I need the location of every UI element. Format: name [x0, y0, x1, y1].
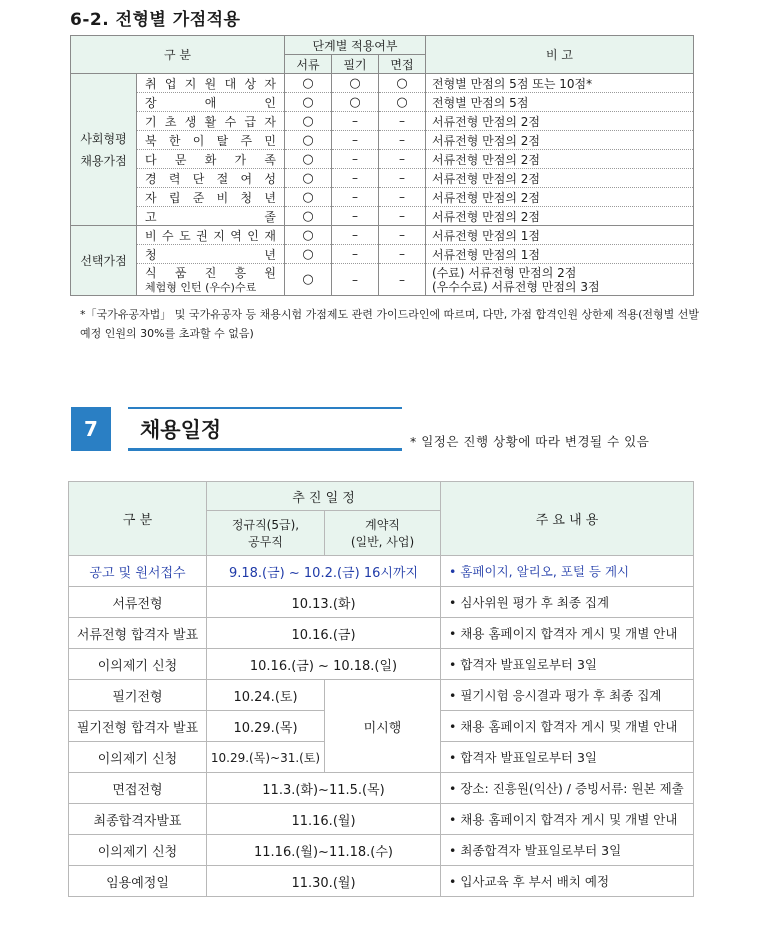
title-rule-top: [128, 407, 402, 409]
schedule-stage: 서류전형 합격자 발표: [69, 618, 207, 649]
contract-not-applicable: 미시행: [325, 680, 441, 773]
remark-text: 서류전형 만점의 2점: [432, 133, 541, 148]
stage-mark: –: [379, 131, 426, 150]
table-row: [71, 245, 694, 264]
remark-text: 전형별 만점의 5점 또는 10점*: [432, 76, 593, 91]
stage-mark: ○: [285, 74, 332, 93]
header-remarks: 비 고: [426, 36, 694, 74]
schedule-date: 10.24.(토): [207, 680, 325, 711]
table-row: [69, 618, 694, 649]
stage-mark: –: [332, 112, 379, 131]
remark-cell: [426, 207, 694, 226]
schedule-date: 10.13.(화): [207, 587, 441, 618]
remark-cell: [426, 188, 694, 207]
table-row: [69, 773, 694, 804]
schedule-stage: 이의제기 신청: [69, 649, 207, 680]
applicant-type-label: 식 품 진 흥 원: [145, 266, 276, 280]
remark-text: 서류전형 만점의 2점: [432, 114, 541, 129]
schedule-description: • 채용 홈페이지 합격자 게시 및 개별 안내: [441, 804, 694, 835]
remark-text: 서류전형 만점의 2점: [432, 190, 541, 205]
remark-text: (수료) 서류전형 만점의 2점: [432, 265, 577, 280]
remark-cell: [426, 150, 694, 169]
applicant-type: [137, 245, 285, 264]
schedule-description: • 입사교육 후 부서 배치 예정: [441, 866, 694, 897]
schedule-description: • 장소: 진흥원(익산) / 증빙서류: 원본 제출: [441, 773, 694, 804]
schedule-stage: 서류전형: [69, 587, 207, 618]
schedule-stage: 필기전형 합격자 발표: [69, 711, 207, 742]
footnote: *「국가유공자법」 및 국가유공자 등 채용시험 가점제도 관련 가이드라인에 따르며, 다만, 가점 합격인원 상한제 적용(전형별 선발예정 인원의 30%를 초과할 수 없음): [80, 308, 700, 340]
table-row: [71, 226, 694, 245]
applicant-type-label: 다 문 화 가 족: [145, 152, 276, 167]
applicant-type: [137, 169, 285, 188]
stage-mark: –: [332, 150, 379, 169]
table-row: [69, 804, 694, 835]
stage-mark: ○: [285, 207, 332, 226]
schedule-stage: 최종합격자발표: [69, 804, 207, 835]
header-content: 주 요 내 용: [441, 482, 694, 556]
stage-mark: –: [379, 169, 426, 188]
table-row: [69, 866, 694, 897]
table-row: [69, 680, 694, 711]
stage-mark: –: [379, 150, 426, 169]
section-number-badge: 7: [71, 407, 111, 451]
stage-mark: ○: [332, 93, 379, 112]
applicant-type-label: 청 년: [145, 247, 276, 262]
applicant-type-label: 경 력 단 절 여 성: [145, 171, 276, 186]
stage-mark: –: [332, 245, 379, 264]
schedule-date: 10.16.(금) ~ 10.18.(일): [207, 649, 441, 680]
stage-mark: –: [379, 112, 426, 131]
header-stage-doc: 서류: [285, 55, 332, 74]
applicant-type: [137, 207, 285, 226]
remark-cell: [426, 112, 694, 131]
schedule-date: 10.29.(목)~31.(토): [207, 742, 325, 773]
table-row: [69, 835, 694, 866]
header-stage-group: 단계별 적용여부: [285, 36, 426, 55]
stage-mark: ○: [285, 150, 332, 169]
table-row: [71, 188, 694, 207]
applicant-type-label: 고 졸: [145, 209, 276, 224]
applicant-type: [137, 264, 285, 296]
table-row: [71, 93, 694, 112]
stage-mark: ○: [285, 93, 332, 112]
remark-cell: [426, 93, 694, 112]
remark-text: 전형별 만점의 5점: [432, 95, 529, 110]
remark-text-secondary: (우수수료) 서류전형 만점의 3점: [432, 279, 600, 294]
remark-cell: [426, 74, 694, 93]
stage-mark: –: [332, 131, 379, 150]
schedule-description: • 채용 홈페이지 합격자 게시 및 개별 안내: [441, 618, 694, 649]
remark-text: 서류전형 만점의 1점: [432, 247, 541, 262]
stage-mark: ○: [332, 74, 379, 93]
remark-cell: [426, 131, 694, 150]
stage-mark: ○: [285, 131, 332, 150]
schedule-stage: 필기전형: [69, 680, 207, 711]
schedule-date: 10.29.(목): [207, 711, 325, 742]
stage-mark: –: [379, 207, 426, 226]
table-row: [71, 112, 694, 131]
applicant-type-label: 북 한 이 탈 주 민: [145, 133, 276, 148]
group-label: 선택가점: [71, 226, 137, 296]
header-regular: 정규직(5급), 공무직: [207, 511, 325, 556]
table-row: [71, 150, 694, 169]
remark-cell: [426, 226, 694, 245]
schedule-stage: 공고 및 원서접수: [69, 556, 207, 587]
table-row: [71, 131, 694, 150]
schedule-description: • 홈페이지, 알리오, 포털 등 게시: [441, 556, 694, 587]
table-row: [71, 74, 694, 93]
table-row: [71, 264, 694, 296]
header-category: 구 분: [71, 36, 285, 74]
stage-mark: –: [379, 264, 426, 296]
bonus-points-table: [70, 35, 694, 296]
header-schedule: 추 진 일 정: [207, 482, 441, 511]
group-label: 사회형평 채용가점: [71, 74, 137, 226]
schedule-stage: 이의제기 신청: [69, 742, 207, 773]
applicant-type: [137, 74, 285, 93]
applicant-type-label: 기 초 생 활 수 급 자: [145, 114, 276, 129]
table-row: [69, 587, 694, 618]
schedule-date: 10.16.(금): [207, 618, 441, 649]
schedule-description: • 필기시험 응시결과 평가 후 최종 집계: [441, 680, 694, 711]
applicant-type-label: 비 수 도 권 지 역 인 재: [145, 228, 276, 243]
header-contract: 계약직 (일반, 사업): [325, 511, 441, 556]
schedule-table: [68, 481, 694, 897]
stage-mark: –: [379, 245, 426, 264]
stage-mark: ○: [379, 93, 426, 112]
remark-text: 서류전형 만점의 1점: [432, 228, 541, 243]
stage-mark: ○: [285, 188, 332, 207]
remark-cell: [426, 264, 694, 296]
schedule-stage: 면접전형: [69, 773, 207, 804]
applicant-type-label: 취 업 지 원 대 상 자: [145, 76, 276, 91]
schedule-date: 11.3.(화)~11.5.(목): [207, 773, 441, 804]
schedule-stage: 임용예정일: [69, 866, 207, 897]
stage-mark: ○: [285, 226, 332, 245]
stage-mark: ○: [379, 74, 426, 93]
remark-cell: [426, 245, 694, 264]
table-row: [71, 207, 694, 226]
remark-text: 서류전형 만점의 2점: [432, 171, 541, 186]
remark-cell: [426, 169, 694, 188]
table-row: [71, 169, 694, 188]
stage-mark: –: [332, 226, 379, 245]
remark-text: 서류전형 만점의 2점: [432, 152, 541, 167]
header-category: 구 분: [69, 482, 207, 556]
applicant-type: [137, 226, 285, 245]
stage-mark: –: [332, 188, 379, 207]
applicant-type-label: 장 애 인: [145, 95, 276, 110]
schedule-change-note: * 일정은 진행 상황에 따라 변경될 수 있음: [410, 434, 650, 449]
applicant-type-label: 자 립 준 비 청 년: [145, 190, 276, 205]
schedule-description: • 채용 홈페이지 합격자 게시 및 개별 안내: [441, 711, 694, 742]
applicant-type: [137, 188, 285, 207]
schedule-date: 11.16.(월): [207, 804, 441, 835]
table-row: [69, 556, 694, 587]
applicant-type: [137, 93, 285, 112]
section-heading: 채용일정: [140, 418, 222, 442]
stage-mark: –: [379, 188, 426, 207]
stage-mark: –: [332, 207, 379, 226]
title-rule-bottom: [128, 448, 402, 451]
remark-text: 서류전형 만점의 2점: [432, 209, 541, 224]
header-stage-interview: 면접: [379, 55, 426, 74]
schedule-description: • 최종합격자 발표일로부터 3일: [441, 835, 694, 866]
table-row: [69, 649, 694, 680]
schedule-description: • 심사위원 평가 후 최종 집계: [441, 587, 694, 618]
stage-mark: –: [332, 169, 379, 188]
applicant-type: [137, 131, 285, 150]
stage-mark: ○: [285, 264, 332, 296]
applicant-type: [137, 150, 285, 169]
section-title: 6-2. 전형별 가점적용: [70, 10, 241, 30]
schedule-stage: 이의제기 신청: [69, 835, 207, 866]
stage-mark: ○: [285, 112, 332, 131]
schedule-date: 9.18.(금) ~ 10.2.(금) 16시까지: [207, 556, 441, 587]
schedule-description: • 합격자 발표일로부터 3일: [441, 649, 694, 680]
schedule-description: • 합격자 발표일로부터 3일: [441, 742, 694, 773]
stage-mark: –: [332, 264, 379, 296]
header-stage-written: 필기: [332, 55, 379, 74]
applicant-type-sub: 체험형 인턴 (우수)수료: [145, 281, 257, 294]
schedule-date: 11.16.(월)~11.18.(수): [207, 835, 441, 866]
schedule-date: 11.30.(월): [207, 866, 441, 897]
applicant-type: [137, 112, 285, 131]
stage-mark: –: [379, 226, 426, 245]
stage-mark: ○: [285, 169, 332, 188]
stage-mark: ○: [285, 245, 332, 264]
